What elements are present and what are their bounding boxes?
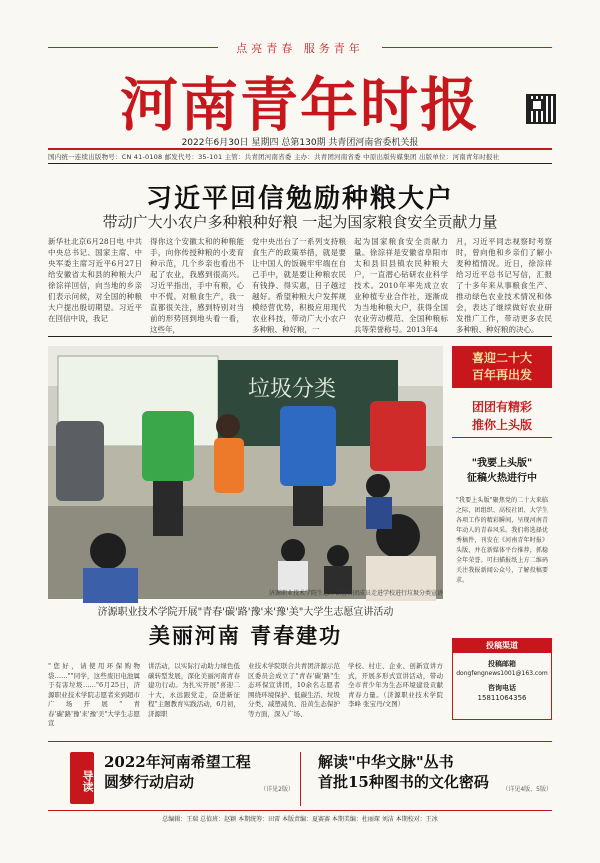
feature-photo: [48, 346, 443, 599]
anniversary-badge: [452, 346, 552, 388]
call-line-2: 征稿火热进行中: [467, 473, 537, 484]
photo-caption: 济源职业技术学院生态环保宣讲团成员走进学校进行垃圾分类宣讲: [268, 590, 443, 597]
teaser2-line1: 解读"中华文脉"丛书: [318, 753, 454, 771]
feature-column-1: "您好，请使用环保购物袋……""同学，这些废旧电池属于有害垃圾……"6月25日，济源职业技术学院志愿者来到超市广场开展"青春'碳'路'豫'来'豫'美"大学生志愿宣: [48, 662, 140, 727]
banner-line-1: 团团有精彩: [471, 400, 532, 414]
feature-column-3: 业技术学院联合共青团济源示范区委员会成立了"青春'碳'路"生态环保宣讲团，10余名志愿者围绕环境保护、低碳生活、垃圾分类、减塑减负、沿黄生态保护等方面，深入广场、: [248, 662, 340, 718]
guide-divider: [300, 752, 301, 806]
feature-column-2: 讲活动，以实际行动助力绿色低碳转型发展，深化美丽河南青春建功行动。为扎实开展"喜迎二十大，永远跟党走，奋进新征程"主题教育实践活动，6月初，济源职: [148, 662, 240, 718]
slogan-rule-right: [382, 47, 552, 48]
publication-info: 国内统一连续出版物号：CN 41-0108 邮发代号：35-101 主管：共青团河南省委 主办：共青团河南省委 中原出版传媒集团 出版单位：河南青年时报社: [48, 153, 500, 161]
badge-line-2: 百年再出发: [471, 368, 532, 382]
teaser1-line1: 2022年河南希望工程: [104, 753, 251, 771]
call-line-1: "我要上头版": [471, 458, 533, 469]
call-for-submissions-title: [452, 456, 552, 486]
teaser-hope-project[interactable]: [104, 752, 294, 793]
badge-line-1: 喜迎二十大: [471, 351, 532, 365]
lead-column-1: 新华社北京6月28日电 中共中央总书记、国家主席、中央军委主席习近平6月27日给安徽省太和县的种粮大户徐淙祥回信，向当地的乡亲们表示问候，对全国的种粮大户提出殷切期望。习近平在回信中说，我记: [48, 237, 142, 323]
lead-headline: 习近平回信勉励种粮大户: [145, 184, 454, 214]
masthead-title: 河南青年时报: [119, 71, 480, 139]
slogan-rule-left: [48, 47, 218, 48]
email-link[interactable]: dongfengnews1001@163.com: [456, 670, 548, 677]
teaser2-line2: 首批15种图书的文化密码: [318, 773, 489, 791]
lead-column-3: 党中央出台了一系列支持粮食生产的政策举措，就是要让中国人的饭碗牢牢端在自己手中，就是要让种粮农民有钱挣、得实惠，日子越过越好。希望种粮大户发挥规模经营优势，积极应用现代农业科技，带动广大小农户多种粮、种好粮，一: [252, 237, 346, 334]
channel-title: 投稿渠道: [453, 639, 551, 653]
promo-banner: [452, 394, 552, 438]
teaser1-line2: 圆梦行动启动: [104, 773, 195, 791]
dateline: 2022年6月30日 星期四 总第130期 共青团河南省委机关报: [181, 138, 419, 148]
feature-kicker: 济源职业技术学院开展"青春'碳'路'豫'来'豫'美"大学生志愿宣讲活动: [97, 607, 394, 618]
teaser2-note: （详见4版、5版）: [502, 786, 552, 793]
submission-channel-box: [452, 638, 552, 720]
classroom-illustration: [48, 346, 443, 599]
blackboard-text: 垃圾分类: [248, 377, 337, 402]
footer-rule: [48, 810, 552, 811]
call-for-submissions-body: "我要上头版"聚焦党的二十大来临之际，团组织、高校社团、大学生各项工作的精彩瞬间，呈现河南青年动人的青春风采。我们将选择优秀稿件，刊发在《河南青年时报》头版，并在新媒体平台推荐，抓稳全年荣誉。可扫描报纸上方二维码关注我报新闻公众号，了解投稿要求。: [456, 497, 548, 584]
feature-headline: 美丽河南 青春建功: [148, 623, 343, 648]
lead-column-2: 得你这个安徽太和的种粮能手，向你传授种粮的小麦育种示范，几个乡亲也看出不起了农业，我感到很高兴。习近平指出，手中有粮，心中不慌。对粮食生产，我一直都很关注，感到特别对当前的形势回到地头看一看，这些年，: [150, 237, 244, 334]
header-rule: [48, 148, 552, 150]
lead-column-5: 月，习近平同志视察时考察时，曾向他和乡亲们了解小麦种植情况。近日，徐淙祥给习近平总书记写信，汇报了十多年来从事粮食生产、推动绿色农业技术情况和体会，表达了继续做好农业研发推广工作，带动更多农民多种粮、种好粮的决心。: [456, 237, 552, 334]
feature-column-4: 学校、村庄、企业、创新宣讲方式，开展多形式宣讲活动，带动全市青少年为生态环境建设贡献青春力量。（济源职业技术学院 李峰 张宝丹/文图）: [348, 662, 443, 708]
guide-top-rule: [48, 741, 552, 742]
staff-credits: 总编辑：王瑞 总值班：赵颖 本期统筹：田雷 本版责编：夏赛赛 本期美编：杜丽琛 刘洁 本期校对：王冰: [162, 816, 438, 823]
banner-line-2: 推你上头版: [471, 418, 532, 432]
phone-number: 15811064356: [477, 694, 527, 702]
qr-code-icon[interactable]: [526, 94, 556, 124]
phone-label: 咨询电话: [488, 684, 516, 692]
teaser1-note: （详见2版）: [260, 786, 294, 793]
lead-bottom-rule: [48, 336, 552, 337]
guide-label: 导读: [70, 752, 94, 804]
info-rule: [48, 163, 552, 164]
lead-column-4: 起为国家粮食安全贡献力量。徐淙祥是安徽省阜阳市太和县旧县镇农民种粮大户，一直潜心钻研农业科学技术。2010年率先成立农业种植专业合作社，逐渐成为当地种粮大户，获得全国农业劳动模范、全国种粮标兵等荣誉称号。2013年4: [354, 237, 448, 334]
slogan: 点亮青春 服务青年: [236, 42, 364, 55]
lead-subhead: 带动广大小农户多种粮种好粮 一起为国家粮食安全贡献力量: [102, 213, 498, 231]
teaser-book-series[interactable]: [318, 752, 552, 793]
email-label: 投稿邮箱: [488, 660, 516, 668]
